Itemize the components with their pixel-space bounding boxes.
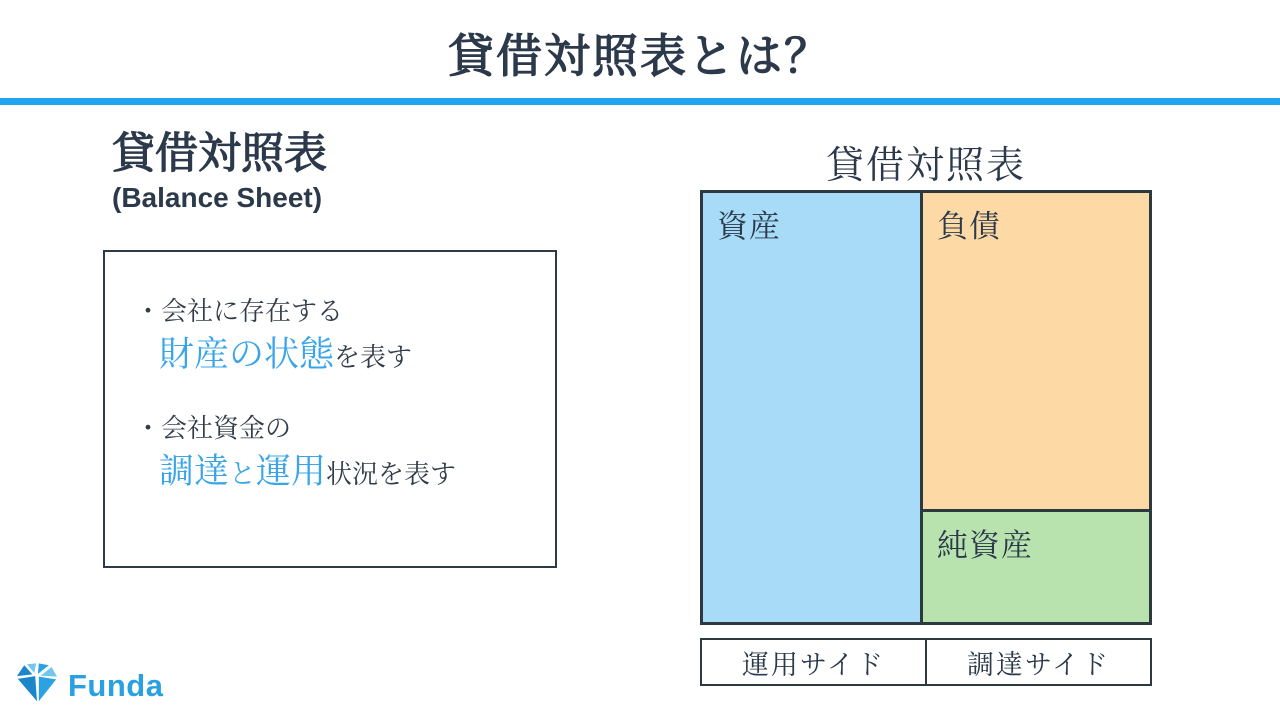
right-column xyxy=(923,193,1149,622)
left-heading-block xyxy=(112,130,327,215)
operation-side-cell: 運用サイド xyxy=(702,640,927,684)
bullet-2-marker: ・ xyxy=(135,412,162,443)
bullet-1-rest: を表す xyxy=(334,342,413,373)
bullet-1-marker: ・ xyxy=(135,296,162,326)
header-rule xyxy=(0,98,1280,105)
bullet-2-highlight-a: 調達 xyxy=(159,451,230,491)
funda-logo-text: Funda xyxy=(68,667,164,703)
funda-logo xyxy=(14,662,164,709)
bullet-1-highlight: 財産の状態 xyxy=(159,335,335,375)
left-heading: 貸借対照表 xyxy=(112,130,327,178)
assets-cell xyxy=(703,193,923,622)
bullet-2-highlight-b: 運用 xyxy=(256,451,327,491)
page-title: 貸借対照表とは？ xyxy=(448,30,832,82)
net-assets-cell xyxy=(923,512,1149,622)
procurement-side-cell: 調達サイド xyxy=(966,649,1111,680)
bullet-2-rest: 状況を表す xyxy=(326,458,457,489)
bullet-item-2 xyxy=(135,411,535,494)
bullet-2-line-1 xyxy=(135,411,535,446)
side-labels-row xyxy=(700,638,1152,686)
definition-box xyxy=(103,250,557,568)
assets-label: 資産 xyxy=(717,209,781,244)
funda-gem-icon xyxy=(14,662,60,709)
bullet-1-line-1 xyxy=(135,294,535,329)
liabilities-cell xyxy=(923,193,1149,512)
balance-sheet-title: 貸借対照表 xyxy=(825,145,1026,187)
liabilities-label: 負債 xyxy=(937,209,1001,244)
bullet-1-line-2 xyxy=(159,333,535,377)
bullet-1-lead: 会社に存在する xyxy=(161,296,344,326)
net-assets-label: 純資産 xyxy=(937,528,1033,563)
left-subheading: (Balance Sheet) xyxy=(112,182,323,214)
bullet-2-lead: 会社資金の xyxy=(161,412,292,443)
bullet-2-connector: と xyxy=(229,458,257,489)
bullet-2-line-2 xyxy=(159,450,535,494)
bullet-item-1 xyxy=(135,294,535,377)
balance-sheet-diagram xyxy=(700,190,1152,625)
